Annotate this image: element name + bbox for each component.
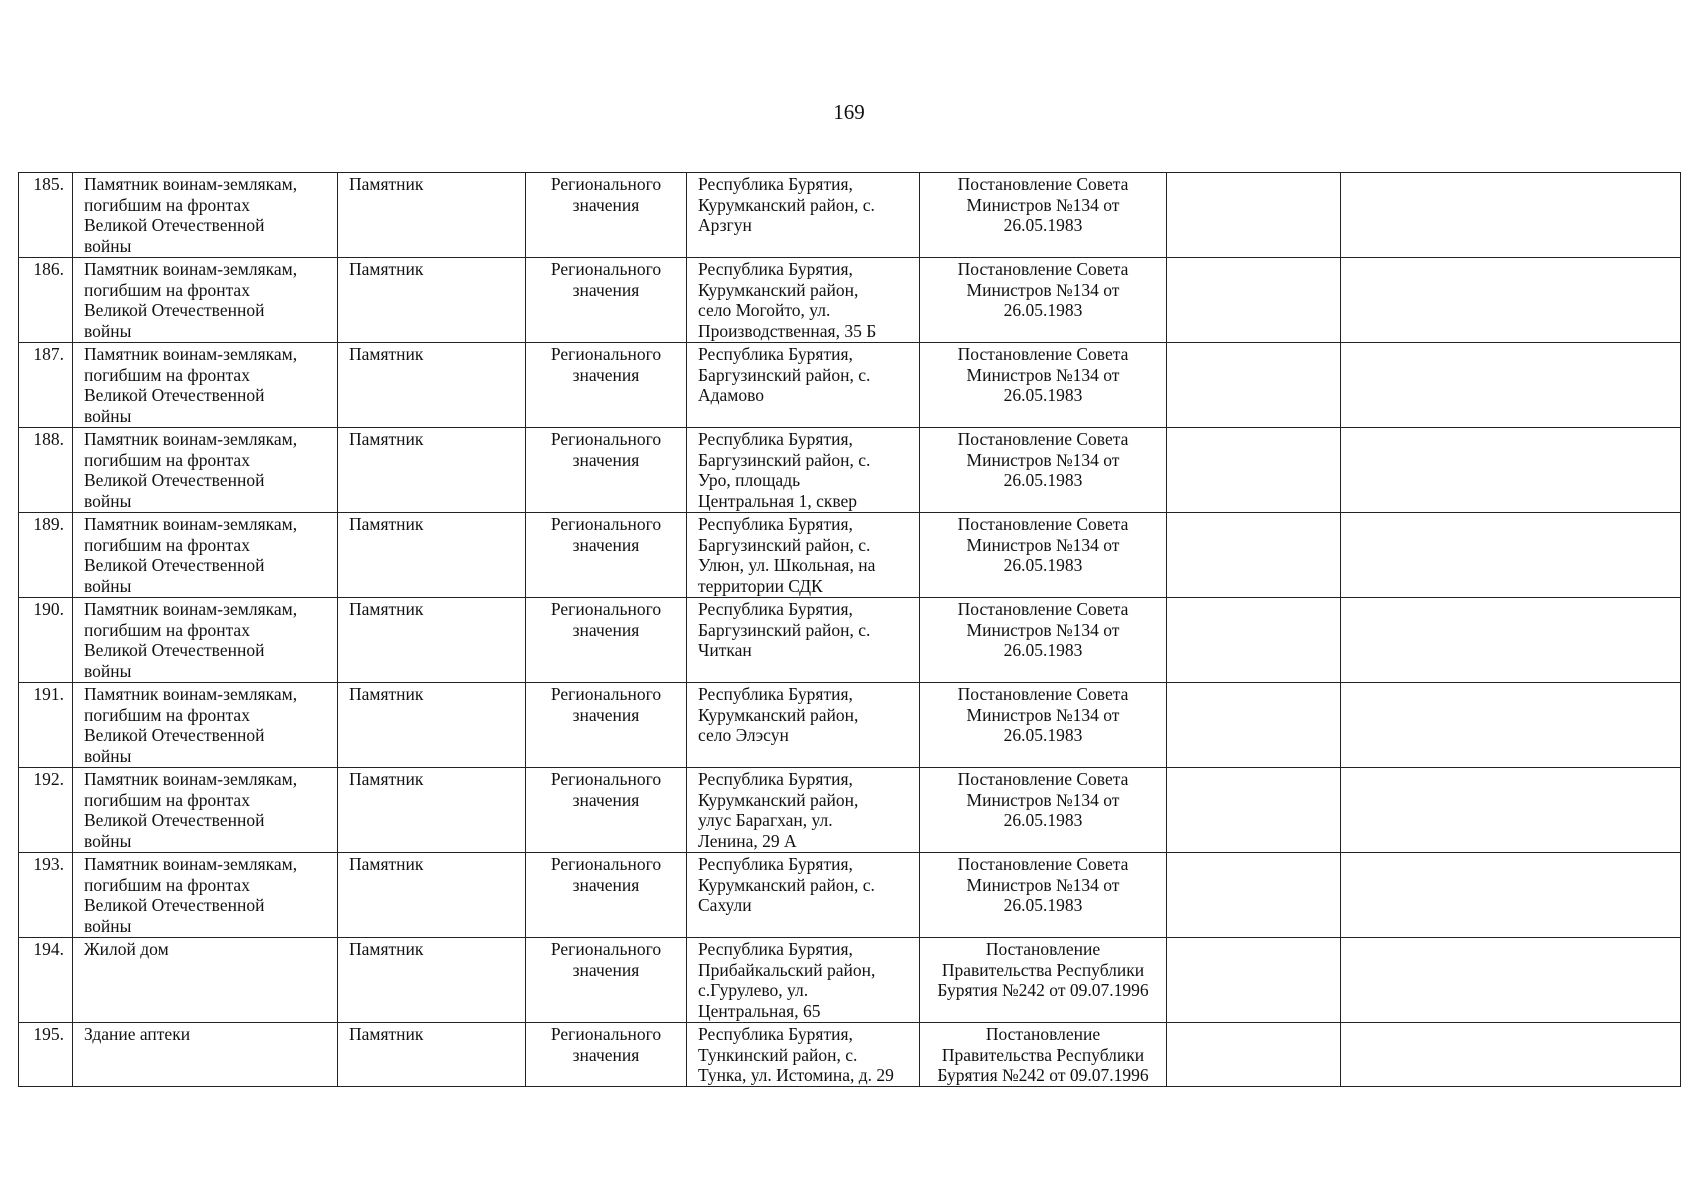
table-row bbox=[19, 853, 1681, 938]
object-name-cell bbox=[73, 513, 338, 598]
cell-text-line: погибшим на фронтах bbox=[84, 874, 250, 895]
significance-cell bbox=[526, 173, 687, 258]
cell-text-line: Тункинский район, с. bbox=[698, 1044, 858, 1065]
cell-text-line: 26.05.1983 bbox=[1003, 300, 1083, 320]
object-type-cell bbox=[338, 598, 526, 683]
object-name-cell bbox=[73, 683, 338, 768]
document-cell bbox=[920, 1023, 1167, 1087]
cell-text-line: Регионального bbox=[550, 344, 662, 364]
cell-text-line: Баргузинский район, с. bbox=[698, 449, 871, 470]
cell-text-line: Регионального bbox=[550, 514, 662, 534]
cell-text-line: войны bbox=[84, 490, 132, 511]
cell-text-line: Жилой дом bbox=[84, 939, 169, 959]
cell-text-line: Регионального bbox=[550, 939, 662, 959]
cell-text-line: Республика Бурятия, bbox=[698, 599, 853, 619]
table-row bbox=[19, 343, 1681, 428]
cell-text-line: Великой Отечественной bbox=[84, 640, 265, 660]
document-cell bbox=[920, 938, 1167, 1023]
cell-text-line: погибшим на фронтах bbox=[84, 364, 250, 385]
cell-text-line: значения bbox=[572, 704, 640, 725]
empty-cell bbox=[1341, 343, 1681, 428]
cell-text-line: значения bbox=[572, 619, 640, 640]
cell-text-line: Регионального bbox=[550, 599, 662, 619]
significance-cell bbox=[526, 683, 687, 768]
object-name-cell bbox=[73, 598, 338, 683]
cell-text-line: погибшим на фронтах bbox=[84, 194, 250, 215]
object-type-cell bbox=[338, 343, 526, 428]
cell-text-line: Великой Отечественной bbox=[84, 215, 265, 235]
document-cell bbox=[920, 513, 1167, 598]
cell-text: 195. bbox=[33, 1024, 64, 1044]
cell-text-line: Постановление Совета bbox=[957, 344, 1129, 364]
cell-text-line: Баргузинский район, с. bbox=[698, 534, 871, 555]
object-type-cell bbox=[338, 1023, 526, 1087]
object-type-cell bbox=[338, 683, 526, 768]
location-cell bbox=[687, 598, 920, 683]
cell-text-line: Регионального bbox=[550, 1024, 662, 1044]
empty-cell bbox=[1341, 258, 1681, 343]
document-cell bbox=[920, 173, 1167, 258]
cell-text: Памятник bbox=[349, 259, 424, 279]
document-cell bbox=[920, 853, 1167, 938]
cell-text-line: территории СДК bbox=[698, 575, 823, 596]
cell-text-line: Министров №134 от bbox=[966, 704, 1120, 725]
table-row bbox=[19, 513, 1681, 598]
table-row bbox=[19, 173, 1681, 258]
cell-text: Памятник bbox=[349, 174, 424, 194]
cell-text-line: 26.05.1983 bbox=[1003, 725, 1083, 745]
significance-cell bbox=[526, 343, 687, 428]
table-row bbox=[19, 938, 1681, 1023]
location-cell bbox=[687, 1023, 920, 1087]
cell-text-line: Правительства Республики bbox=[941, 1044, 1145, 1065]
table-row bbox=[19, 683, 1681, 768]
cell-text-line: Центральная, 65 bbox=[698, 1000, 821, 1021]
significance-cell bbox=[526, 768, 687, 853]
document-cell bbox=[920, 598, 1167, 683]
cell-text-line: войны bbox=[84, 745, 132, 766]
empty-cell bbox=[1341, 768, 1681, 853]
cell-text-line: войны bbox=[84, 660, 132, 681]
empty-cell bbox=[1167, 343, 1341, 428]
document-cell bbox=[920, 428, 1167, 513]
cell-text-line: Регионального bbox=[550, 174, 662, 194]
cell-text: Памятник bbox=[349, 939, 424, 959]
object-name-cell bbox=[73, 938, 338, 1023]
empty-cell bbox=[1167, 938, 1341, 1023]
cell-text-line: значения bbox=[572, 1044, 640, 1065]
significance-cell bbox=[526, 258, 687, 343]
cell-text-line: Регионального bbox=[550, 854, 662, 874]
cell-text-line: значения bbox=[572, 364, 640, 385]
cell-text-line: войны bbox=[84, 830, 132, 851]
object-type-cell bbox=[338, 853, 526, 938]
cell-text: 187. bbox=[33, 344, 64, 364]
cell-text-line: 26.05.1983 bbox=[1003, 215, 1083, 235]
cell-text-line: Памятник воинам-землякам, bbox=[84, 599, 298, 619]
cell-text-line: улус Барагхан, ул. bbox=[698, 810, 833, 830]
cell-text-line: значения bbox=[572, 194, 640, 215]
cell-text-line: 26.05.1983 bbox=[1003, 810, 1083, 830]
registry-table-body bbox=[19, 173, 1681, 1087]
cell-text-line: Производственная, 35 Б bbox=[698, 320, 877, 341]
cell-text-line: Министров №134 от bbox=[966, 279, 1120, 300]
cell-text-line: Баргузинский район, с. bbox=[698, 619, 871, 640]
document-cell bbox=[920, 768, 1167, 853]
location-cell bbox=[687, 258, 920, 343]
significance-cell bbox=[526, 428, 687, 513]
heritage-registry-table bbox=[18, 172, 1681, 1087]
cell-text-line: Республика Бурятия, bbox=[698, 684, 853, 704]
cell-text-line: 26.05.1983 bbox=[1003, 895, 1083, 915]
cell-text-line: значения bbox=[572, 789, 640, 810]
cell-text-line: погибшим на фронтах bbox=[84, 279, 250, 300]
cell-text-line: Великой Отечественной bbox=[84, 725, 265, 745]
significance-cell bbox=[526, 938, 687, 1023]
cell-text-line: войны bbox=[84, 405, 132, 426]
object-name-cell bbox=[73, 343, 338, 428]
cell-text-line: значения bbox=[572, 449, 640, 470]
cell-text-line: Республика Бурятия, bbox=[698, 174, 853, 194]
empty-cell bbox=[1167, 853, 1341, 938]
cell-text-line: село Могойто, ул. bbox=[698, 300, 831, 320]
cell-text: 193. bbox=[33, 854, 64, 874]
cell-text-line: погибшим на фронтах bbox=[84, 789, 250, 810]
cell-text-line: значения bbox=[572, 959, 640, 980]
object-type-cell bbox=[338, 428, 526, 513]
object-type-cell bbox=[338, 513, 526, 598]
cell-text-line: Постановление Совета bbox=[957, 429, 1129, 449]
cell-text-line: Курумканский район, с. bbox=[698, 874, 875, 895]
table-row bbox=[19, 768, 1681, 853]
cell-text-line: Памятник воинам-землякам, bbox=[84, 259, 298, 279]
significance-cell bbox=[526, 598, 687, 683]
object-name-cell bbox=[73, 258, 338, 343]
location-cell bbox=[687, 853, 920, 938]
cell-text-line: Республика Бурятия, bbox=[698, 429, 853, 449]
cell-text-line: Постановление bbox=[985, 1024, 1101, 1044]
cell-text-line: Адамово bbox=[698, 385, 765, 405]
cell-text: Памятник bbox=[349, 769, 424, 789]
cell-text-line: Ленина, 29 А bbox=[698, 830, 797, 851]
cell-text-line: Памятник воинам-землякам, bbox=[84, 684, 298, 704]
cell-text-line: погибшим на фронтах bbox=[84, 619, 250, 640]
cell-text: 192. bbox=[33, 769, 64, 789]
cell-text-line: Республика Бурятия, bbox=[698, 1024, 853, 1044]
cell-text-line: Регионального bbox=[550, 429, 662, 449]
location-cell bbox=[687, 938, 920, 1023]
empty-cell bbox=[1167, 428, 1341, 513]
cell-text: Памятник bbox=[349, 1024, 424, 1044]
object-type-cell bbox=[338, 173, 526, 258]
row-number-cell bbox=[19, 768, 73, 853]
location-cell bbox=[687, 343, 920, 428]
cell-text: Памятник bbox=[349, 344, 424, 364]
cell-text-line: Курумканский район, bbox=[698, 789, 859, 810]
cell-text-line: Центральная 1, сквер bbox=[698, 490, 858, 511]
cell-text-line: Постановление Совета bbox=[957, 259, 1129, 279]
significance-cell bbox=[526, 853, 687, 938]
cell-text-line: Читкан bbox=[698, 640, 752, 660]
cell-text-line: Республика Бурятия, bbox=[698, 939, 853, 959]
table-row bbox=[19, 428, 1681, 513]
cell-text-line: Памятник воинам-землякам, bbox=[84, 769, 298, 789]
location-cell bbox=[687, 683, 920, 768]
cell-text-line: Постановление Совета bbox=[957, 174, 1129, 194]
cell-text-line: Регионального bbox=[550, 769, 662, 789]
cell-text-line: погибшим на фронтах bbox=[84, 449, 250, 470]
cell-text-line: Сахули bbox=[698, 895, 752, 915]
cell-text-line: Великой Отечественной bbox=[84, 300, 265, 320]
cell-text-line: Регионального bbox=[550, 259, 662, 279]
cell-text: Памятник bbox=[349, 514, 424, 534]
row-number-cell bbox=[19, 938, 73, 1023]
row-number-cell bbox=[19, 173, 73, 258]
cell-text-line: войны bbox=[84, 915, 132, 936]
cell-text-line: Постановление Совета bbox=[957, 769, 1129, 789]
cell-text-line: Прибайкальский район, bbox=[698, 959, 876, 980]
cell-text-line: 26.05.1983 bbox=[1003, 555, 1083, 575]
cell-text-line: значения bbox=[572, 874, 640, 895]
location-cell bbox=[687, 173, 920, 258]
cell-text-line: 26.05.1983 bbox=[1003, 470, 1083, 490]
cell-text: Памятник bbox=[349, 599, 424, 619]
table-row bbox=[19, 1023, 1681, 1087]
cell-text-line: Памятник воинам-землякам, bbox=[84, 514, 298, 534]
location-cell bbox=[687, 768, 920, 853]
cell-text-line: Постановление Совета bbox=[957, 599, 1129, 619]
cell-text-line: погибшим на фронтах bbox=[84, 704, 250, 725]
cell-text-line: 26.05.1983 bbox=[1003, 385, 1083, 405]
cell-text-line: Республика Бурятия, bbox=[698, 514, 853, 534]
cell-text-line: войны bbox=[84, 320, 132, 341]
cell-text-line: Правительства Республики bbox=[941, 959, 1145, 980]
document-cell bbox=[920, 343, 1167, 428]
cell-text-line: Памятник воинам-землякам, bbox=[84, 174, 298, 194]
cell-text-line: Министров №134 от bbox=[966, 449, 1120, 470]
cell-text-line: Постановление Совета bbox=[957, 684, 1129, 704]
location-cell bbox=[687, 428, 920, 513]
object-name-cell bbox=[73, 1023, 338, 1087]
cell-text-line: Республика Бурятия, bbox=[698, 769, 853, 789]
cell-text-line: Курумканский район, bbox=[698, 279, 859, 300]
cell-text-line: Баргузинский район, с. bbox=[698, 364, 871, 385]
empty-cell bbox=[1341, 428, 1681, 513]
cell-text-line: Бурятия №242 от 09.07.1996 bbox=[937, 1065, 1149, 1085]
cell-text-line: с.Гурулево, ул. bbox=[698, 980, 809, 1000]
empty-cell bbox=[1167, 1023, 1341, 1087]
cell-text-line: Постановление Совета bbox=[957, 514, 1129, 534]
cell-text: Памятник bbox=[349, 429, 424, 449]
cell-text-line: Республика Бурятия, bbox=[698, 344, 853, 364]
cell-text-line: Улюн, ул. Школьная, на bbox=[698, 555, 876, 575]
cell-text-line: Памятник воинам-землякам, bbox=[84, 854, 298, 874]
significance-cell bbox=[526, 513, 687, 598]
cell-text-line: Великой Отечественной bbox=[84, 810, 265, 830]
cell-text-line: погибшим на фронтах bbox=[84, 534, 250, 555]
cell-text-line: войны bbox=[84, 235, 132, 256]
cell-text-line: Министров №134 от bbox=[966, 789, 1120, 810]
cell-text: Памятник bbox=[349, 854, 424, 874]
cell-text: Памятник bbox=[349, 684, 424, 704]
object-name-cell bbox=[73, 768, 338, 853]
row-number-cell bbox=[19, 853, 73, 938]
cell-text-line: Министров №134 от bbox=[966, 874, 1120, 895]
cell-text-line: Республика Бурятия, bbox=[698, 854, 853, 874]
cell-text-line: Великой Отечественной bbox=[84, 385, 265, 405]
cell-text-line: войны bbox=[84, 575, 132, 596]
cell-text-line: Здание аптеки bbox=[84, 1024, 191, 1044]
table-row bbox=[19, 258, 1681, 343]
cell-text: 190. bbox=[33, 599, 64, 619]
empty-cell bbox=[1167, 513, 1341, 598]
cell-text-line: Министров №134 от bbox=[966, 364, 1120, 385]
cell-text: 189. bbox=[33, 514, 64, 534]
cell-text-line: Великой Отечественной bbox=[84, 555, 265, 575]
empty-cell bbox=[1167, 598, 1341, 683]
row-number-cell bbox=[19, 343, 73, 428]
cell-text-line: Бурятия №242 от 09.07.1996 bbox=[937, 980, 1149, 1000]
empty-cell bbox=[1341, 853, 1681, 938]
cell-text: 186. bbox=[33, 259, 64, 279]
cell-text-line: Курумканский район, bbox=[698, 704, 859, 725]
empty-cell bbox=[1167, 683, 1341, 768]
cell-text-line: значения bbox=[572, 279, 640, 300]
object-name-cell bbox=[73, 853, 338, 938]
cell-text-line: Уро, площадь bbox=[698, 470, 801, 490]
cell-text: 194. bbox=[33, 939, 64, 959]
cell-text-line: Постановление Совета bbox=[957, 854, 1129, 874]
row-number-cell bbox=[19, 683, 73, 768]
row-number-cell bbox=[19, 428, 73, 513]
empty-cell bbox=[1341, 173, 1681, 258]
cell-text-line: 26.05.1983 bbox=[1003, 640, 1083, 660]
cell-text-line: Постановление bbox=[985, 939, 1101, 959]
cell-text-line: Тунка, ул. Истомина, д. 29 bbox=[698, 1065, 894, 1085]
empty-cell bbox=[1167, 258, 1341, 343]
document-cell bbox=[920, 258, 1167, 343]
cell-text-line: Регионального bbox=[550, 684, 662, 704]
object-name-cell bbox=[73, 428, 338, 513]
table-row bbox=[19, 598, 1681, 683]
row-number-cell bbox=[19, 258, 73, 343]
cell-text-line: Памятник воинам-землякам, bbox=[84, 344, 298, 364]
cell-text-line: Великой Отечественной bbox=[84, 470, 265, 490]
cell-text-line: село Элэсун bbox=[698, 725, 789, 745]
row-number-cell bbox=[19, 513, 73, 598]
empty-cell bbox=[1167, 173, 1341, 258]
object-name-cell bbox=[73, 173, 338, 258]
empty-cell bbox=[1341, 938, 1681, 1023]
row-number-cell bbox=[19, 1023, 73, 1087]
cell-text-line: Министров №134 от bbox=[966, 194, 1120, 215]
object-type-cell bbox=[338, 258, 526, 343]
cell-text: 188. bbox=[33, 429, 64, 449]
cell-text: 191. bbox=[33, 684, 64, 704]
significance-cell bbox=[526, 1023, 687, 1087]
empty-cell bbox=[1341, 683, 1681, 768]
object-type-cell bbox=[338, 938, 526, 1023]
empty-cell bbox=[1341, 513, 1681, 598]
cell-text-line: Министров №134 от bbox=[966, 619, 1120, 640]
cell-text-line: Республика Бурятия, bbox=[698, 259, 853, 279]
row-number-cell bbox=[19, 598, 73, 683]
empty-cell bbox=[1167, 768, 1341, 853]
object-type-cell bbox=[338, 768, 526, 853]
document-cell bbox=[920, 683, 1167, 768]
cell-text-line: Курумканский район, с. bbox=[698, 194, 875, 215]
cell-text-line: Министров №134 от bbox=[966, 534, 1120, 555]
page-number: 169 bbox=[833, 100, 865, 124]
cell-text-line: значения bbox=[572, 534, 640, 555]
cell-text-line: Памятник воинам-землякам, bbox=[84, 429, 298, 449]
cell-text-line: Арзгун bbox=[698, 215, 752, 235]
empty-cell bbox=[1341, 598, 1681, 683]
cell-text: 185. bbox=[33, 174, 64, 194]
empty-cell bbox=[1341, 1023, 1681, 1087]
cell-text-line: Великой Отечественной bbox=[84, 895, 265, 915]
location-cell bbox=[687, 513, 920, 598]
